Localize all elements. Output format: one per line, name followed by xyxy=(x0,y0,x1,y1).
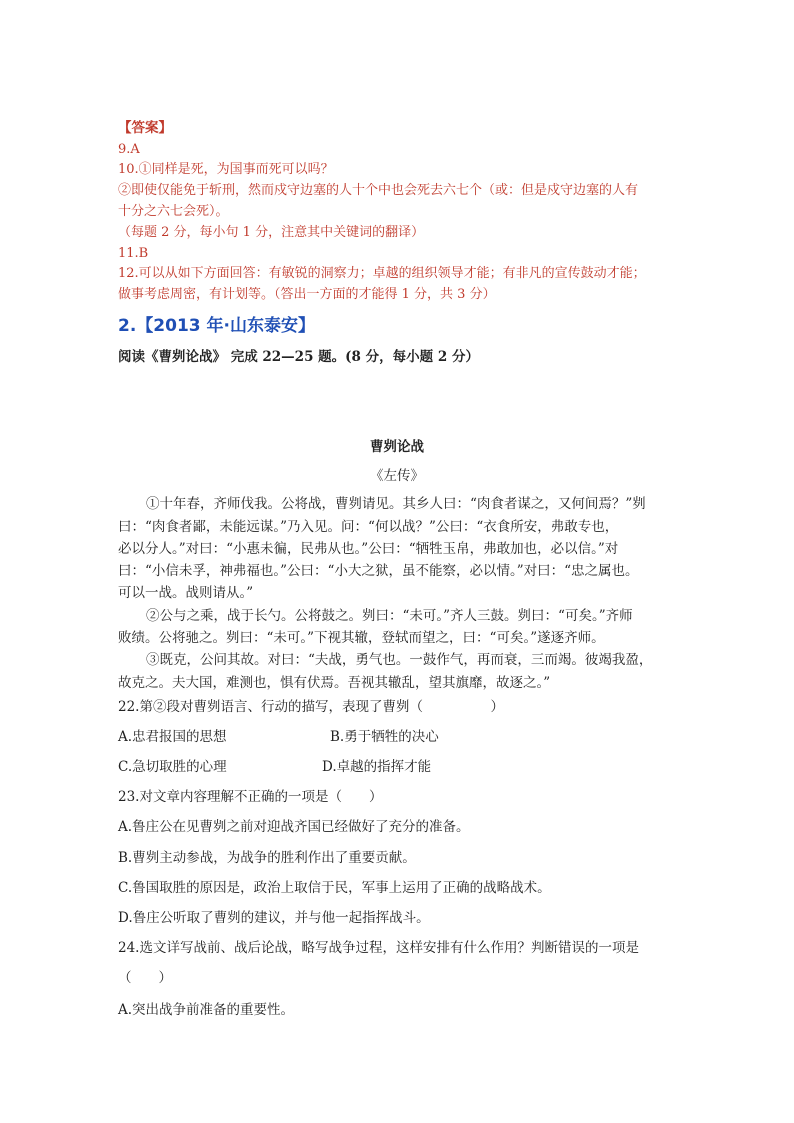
question-23-option: D.鲁庄公听取了曹刿的建议，并与他一起指挥战斗。 xyxy=(118,910,430,926)
answer-line: 11.B xyxy=(118,246,149,261)
passage-line: 故克之。夫大国，难测也，惧有伏焉。吾视其辙乱，望其旗靡，故逐之。” xyxy=(118,675,551,691)
answer-line: （每题 2 分，每小句 1 分，注意其中关键词的翻译） xyxy=(118,225,425,240)
passage-line: ②公与之乘，战于长勺。公将鼓之。刿曰：“未可。”齐人三鼓。刿曰：“可矣。”齐师 xyxy=(146,608,633,624)
answer-line: 做事考虑周密，有计划等。（答出一方面的才能得 1 分，共 3 分） xyxy=(118,287,496,302)
question-23-stem: 23.对文章内容理解不正确的一项是（ ） xyxy=(118,789,383,805)
passage-line: 曰：“肉食者鄙，未能远谋。”乃入见。问：“何以战？”公曰：“衣食所安，弗敢专也， xyxy=(118,519,619,535)
section-title: 2.【2013 年·山东泰安】 xyxy=(118,316,315,336)
question-22-stem: 22.第②段对曹刿语言、行动的描写，表现了曹刿（ ） xyxy=(118,699,504,715)
question-24-option-a: A.突出战争前准备的重要性。 xyxy=(118,1002,295,1018)
question-23-option: C.鲁国取胜的原因是，政治上取信于民，军事上运用了正确的战略战术。 xyxy=(118,880,551,896)
question-22-option-a: A.忠君报国的思想 xyxy=(118,729,227,745)
question-22-option-d: D.卓越的指挥才能 xyxy=(322,759,432,775)
answer-line: 10.①同样是死，为国事而死可以吗？ xyxy=(118,162,334,177)
question-23-option: B.曹刿主动参战，为战争的胜利作出了重要贡献。 xyxy=(118,850,416,866)
question-23-option: A.鲁庄公在见曹刿之前对迎战齐国已经做好了充分的准备。 xyxy=(118,819,470,835)
passage-line: ①十年春，齐师伐我。公将战，曹刿请见。其乡人曰：“肉食者谋之，又何间焉？”刿 xyxy=(146,496,646,512)
passage-line: 败绩。公将驰之。刿曰：“未可。”下视其辙，登轼而望之，曰：“可矣。”遂逐齐师。 xyxy=(118,630,605,646)
answer-line: 十分之六七会死）。 xyxy=(118,204,229,219)
answer-line: 12.可以从如下方面回答：有敏锐的洞察力；卓越的组织领导才能；有非凡的宣传鼓动才能； xyxy=(118,266,646,281)
passage-title: 曹刿论战 xyxy=(370,439,424,455)
passage-line: 可以一战。战则请从。” xyxy=(118,585,254,601)
answer-line: 9.A xyxy=(118,142,140,157)
answer-heading: 【答案】 xyxy=(118,120,172,136)
passage-source: 《左传》 xyxy=(370,468,424,484)
question-24-blank: （ ） xyxy=(118,970,172,986)
passage-line: 必以分人。”对曰：“小惠未徧，民弗从也。”公曰：“牺牲玉帛，弗敢加也，必以信。”对 xyxy=(118,541,619,557)
section-instruction: 阅读《曹刿论战》 完成 22—25 题。(8 分，每小题 2 分） xyxy=(118,349,479,365)
question-24-stem: 24.选文详写战前、战后论战，略写战争过程，这样安排有什么作用？判断错误的一项是 xyxy=(118,940,639,956)
answer-line: ②即使仅能免于斩刑，然而戍守边塞的人十个中也会死去六七个（或：但是戍守边塞的人有 xyxy=(118,183,639,198)
question-22-option-c: C.急切取胜的心理 xyxy=(118,759,227,775)
passage-line: ③既克，公问其故。对曰：“夫战，勇气也。一鼓作气，再而衰，三而竭。彼竭我盈， xyxy=(146,652,653,668)
question-22-option-b: B.勇于牺牲的决心 xyxy=(330,729,439,745)
passage-line: 曰：“小信未孚，神弗福也。”公曰：“小大之狱，虽不能察，必以情。”对曰：“忠之属也。 xyxy=(118,563,639,579)
